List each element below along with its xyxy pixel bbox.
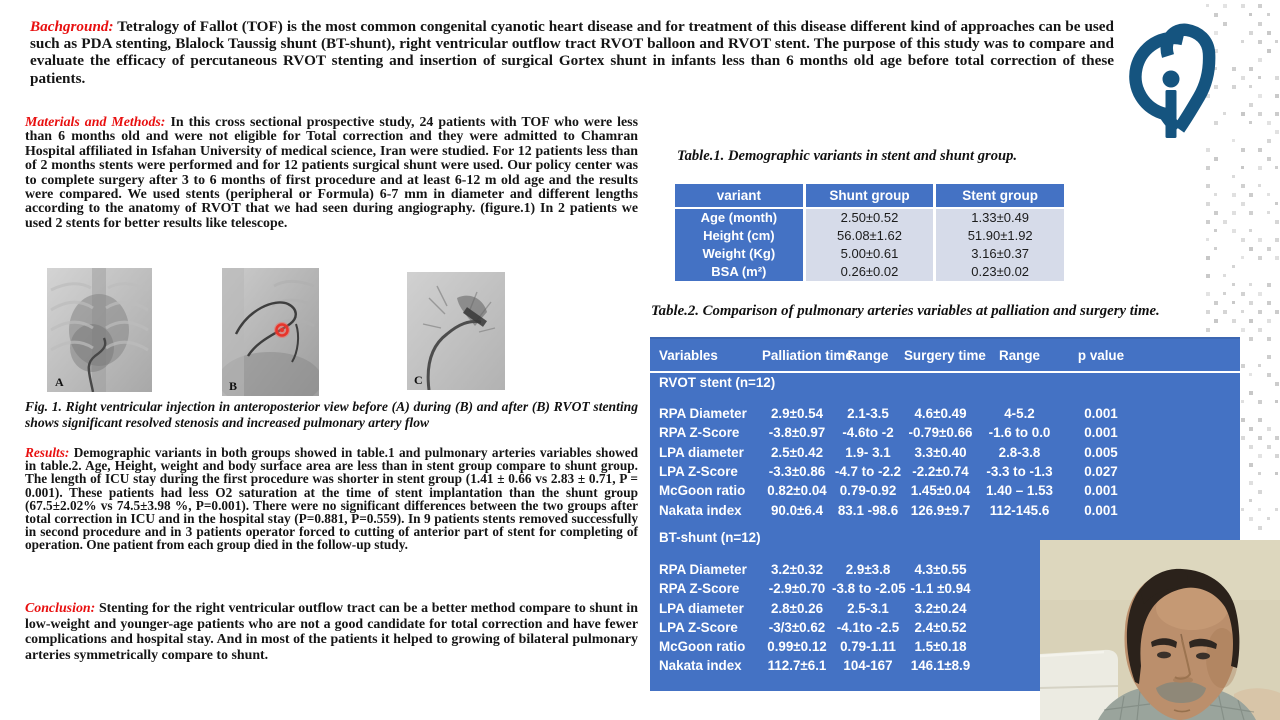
table1-header-cell: Shunt group <box>806 184 934 207</box>
decorative-dot <box>1241 148 1245 152</box>
decorative-dot <box>1258 364 1261 367</box>
decorative-dot <box>1206 148 1210 152</box>
table1-header-cell: variant <box>675 184 803 207</box>
decorative-dot <box>1249 319 1253 323</box>
decorative-dot <box>1275 382 1279 386</box>
table2-cell: LPA diameter <box>659 444 744 460</box>
decorative-dot <box>1232 193 1236 197</box>
table2-row <box>650 443 1240 462</box>
table2-header-cell: Surgery time <box>904 347 986 363</box>
table1-cell: 3.16±0.37 <box>971 246 1030 261</box>
decorative-dot <box>1258 526 1262 530</box>
table2-cell: -3.3 to -1.3 <box>986 464 1053 480</box>
decorative-dot <box>1232 175 1235 178</box>
decorative-dot <box>1258 436 1262 440</box>
decorative-dot <box>1241 508 1244 511</box>
table2-row <box>650 462 1240 481</box>
decorative-dot <box>1258 490 1262 494</box>
table1-cell: 0.26±0.02 <box>840 264 899 279</box>
table2-cell: 104-167 <box>843 658 893 674</box>
table2-cell: 2.8-3.8 <box>998 444 1041 460</box>
table2-cell: 83.1 -98.6 <box>837 502 899 518</box>
table2-row <box>650 404 1240 423</box>
table2-section-title: RVOT stent (n=12) <box>659 375 776 390</box>
decorative-dot <box>1267 247 1271 251</box>
decorative-dot <box>1275 94 1279 98</box>
decorative-dot <box>1214 229 1217 232</box>
decorative-dot <box>1241 112 1245 116</box>
decorative-dot <box>1241 184 1245 188</box>
decorative-dot <box>1267 49 1271 53</box>
background-heading: Bachground: <box>30 18 114 35</box>
decorative-dot <box>1223 22 1227 26</box>
table1-header-cell: Stent group <box>936 184 1064 207</box>
table2-cell: 4.3±0.55 <box>914 561 967 577</box>
decorative-dot <box>1267 193 1270 196</box>
decorative-dot <box>1267 139 1271 143</box>
table2-cell: 0.001 <box>1084 483 1118 499</box>
table2-cell: McGoon ratio <box>659 483 746 499</box>
table1-stent-column <box>936 184 1064 281</box>
table2-header-cell: Variables <box>659 347 718 363</box>
decorative-dot <box>1275 166 1278 169</box>
table1 <box>675 184 1064 281</box>
table2-header-cell: p value <box>1077 347 1125 363</box>
table2-cell: 0.79-0.92 <box>839 483 897 499</box>
decorative-dot <box>1258 328 1262 332</box>
decorative-dot <box>1267 337 1271 341</box>
table2-cell: 90.0±6.4 <box>770 502 824 518</box>
decorative-dot <box>1258 400 1262 404</box>
table2-row <box>650 481 1240 500</box>
table2-cell: -2.2±0.74 <box>912 464 969 480</box>
table2-header-cell: Range <box>999 347 1040 363</box>
decorative-dot <box>1223 310 1227 314</box>
decorative-dot <box>1206 328 1210 332</box>
background-text: Tetralogy of Fallot (TOF) is the most common congenital cyanotic heart disease and for treatment of this disease different kind of approaches can be used such as PDA stenting, Blalock Taussig shunt (BT-shunt), right ventricular outflow tract RVOT balloon and RVOT stent. The purpose of this study was to compare and evaluate the efficacy of percutaneous RVOT stenting and insertion of surgical Gortex shunt in infants less than 6 months old age before total correction of these patients. <box>30 18 1114 87</box>
table2-cell: -3.3±0.86 <box>768 464 826 480</box>
decorative-dot <box>1241 238 1245 242</box>
decorative-dot <box>1275 40 1278 43</box>
table2-cell: 2.9±0.54 <box>770 406 824 422</box>
decorative-dot <box>1249 13 1252 16</box>
conclusion-paragraph <box>25 601 638 663</box>
table2-cell: LPA Z-Score <box>659 464 738 480</box>
decorative-dot <box>1223 112 1226 115</box>
table2-cell: 2.9±3.8 <box>845 561 891 577</box>
table2-cell: 1.9- 3.1 <box>845 444 891 460</box>
table2-cell: Nakata index <box>659 658 742 674</box>
decorative-dot <box>1275 112 1279 116</box>
decorative-dot <box>1267 427 1271 431</box>
table1-cell: 51.90±1.92 <box>967 228 1033 243</box>
table2-cell: -1.6 to 0.0 <box>988 425 1051 441</box>
decorative-dot <box>1258 508 1261 511</box>
background-paragraph <box>30 18 1114 87</box>
decorative-dot <box>1258 184 1261 187</box>
table1-cell: 5.00±0.61 <box>840 246 899 261</box>
decorative-dot <box>1249 481 1253 485</box>
decorative-dot <box>1275 508 1278 511</box>
table2-cell: 2.4±0.52 <box>914 619 967 635</box>
decorative-dot <box>1214 319 1218 323</box>
presenter-webcam-video <box>1040 540 1280 720</box>
table2-header-cell: Range <box>847 347 889 363</box>
decorative-dot <box>1249 193 1253 197</box>
decorative-dot <box>1267 157 1271 161</box>
decorative-dot <box>1232 229 1236 233</box>
decorative-dot <box>1249 247 1253 251</box>
decorative-dot <box>1206 184 1210 188</box>
decorative-dot <box>1258 256 1262 260</box>
table2-header-cell: Palliation time <box>762 347 853 363</box>
conclusion-text: Stenting for the right ventricular outflow tract can be a better method compare to shunt in low-weight and younger-age patients who are not a good candidate for total correction and have fewer complications and hospital stay. And in most of the patients it helped to growing of bilateral pulmonary arteries symmetrically compare to shunt. <box>25 601 638 663</box>
decorative-dot <box>1241 292 1245 296</box>
decorative-dot <box>1275 436 1279 440</box>
decorative-dot <box>1249 85 1252 88</box>
table2-cell: 0.001 <box>1084 406 1118 422</box>
logo-i-stem <box>1166 90 1177 138</box>
table2-cell: -4.7 to -2.2 <box>834 464 902 480</box>
decorative-dot <box>1249 373 1252 376</box>
decorative-dot <box>1258 58 1262 62</box>
table2-cell: 146.1±8.9 <box>910 658 971 674</box>
logo-i-dot <box>1163 71 1180 88</box>
table2-cell: -2.9±0.70 <box>768 581 826 597</box>
table2-cell: 2.1-3.5 <box>847 406 889 422</box>
table1-variant-column <box>675 184 803 281</box>
table1-cell: BSA (m²) <box>711 264 767 279</box>
decorative-dot <box>1241 166 1244 169</box>
table2-row <box>650 500 1240 519</box>
table2-cell: 2.5-3.1 <box>847 600 889 616</box>
table2-cell: 0.99±0.12 <box>767 639 827 655</box>
decorative-dot <box>1214 13 1218 17</box>
decorative-dot <box>1223 220 1227 224</box>
table2-cell: RPA Z-Score <box>659 425 740 441</box>
table1-cell: Weight (Kg) <box>702 246 776 261</box>
results-text: Demographic variants in both groups showed in table.1 and pulmonary arteries variables showed in table.2. Age, Height, weight and body surface area are less than in stent group compare to shunt group. The length of ICU stay during the first procedure was shorter in stent group (1.41 ± 0.66 vs 2.83 ± 0.71, P = 0.001). These patients had less O2 saturation at the time of stent implantation than the shunt group (67.5±2.02% vs 74.5±3.98 %, P=0.001). There were no significant differences between the two groups after total correction in ICU and in the hospital stay (P=0.881, P=0.559). In 9 patients stents removed successfully in second procedure and in 3 patients operator forced to cutting of anterior part of stent for completing of operation. One patient from each group died in the follow-up study. <box>25 445 638 553</box>
decorative-dot <box>1249 391 1253 395</box>
angiogram-image-c <box>407 272 505 390</box>
decorative-dot <box>1267 319 1271 323</box>
decorative-dot <box>1267 355 1271 359</box>
table2-cell: RPA Diameter <box>659 406 747 422</box>
decorative-dot <box>1275 256 1279 260</box>
table2-cell: 112.7±6.1 <box>767 658 827 674</box>
methods-heading: Materials and Methods: <box>25 115 166 130</box>
table2-cell: RPA Diameter <box>659 561 747 577</box>
decorative-dot <box>1241 400 1244 403</box>
decorative-dot <box>1206 238 1209 241</box>
decorative-dot <box>1267 373 1271 377</box>
figure1-caption: Fig. 1. Right ventricular injection in anteroposterior view before (A) during (B) and after (B) RVOT stenting shows significant resolved stenosis and increased pulmonary artery flow <box>25 399 638 430</box>
table2-cell: -4.6to -2 <box>842 425 894 441</box>
decorative-dot <box>1249 121 1252 124</box>
decorative-dot <box>1241 328 1245 332</box>
decorative-dot <box>1275 454 1279 458</box>
decorative-dot <box>1249 229 1252 232</box>
decorative-dot <box>1258 22 1262 26</box>
figure-label-a: A <box>55 375 64 389</box>
table2-cell: LPA Z-Score <box>659 619 738 635</box>
decorative-dot <box>1223 4 1227 8</box>
decorative-dot <box>1214 301 1218 305</box>
decorative-dot <box>1206 256 1210 260</box>
figure-label-c: C <box>414 373 423 387</box>
decorative-dot <box>1258 418 1262 422</box>
decorative-dot <box>1275 310 1279 314</box>
decorative-dot <box>1241 418 1245 422</box>
results-paragraph <box>25 446 638 552</box>
decorative-dot <box>1275 400 1278 403</box>
decorative-dot <box>1241 436 1245 440</box>
decorative-dot <box>1206 202 1210 206</box>
conclusion-heading: Conclusion: <box>25 601 96 616</box>
table2-cell: 0.82±0.04 <box>767 483 827 499</box>
right-eye <box>1196 653 1210 660</box>
decorative-dot <box>1232 139 1235 142</box>
decorative-dot <box>1241 40 1244 43</box>
decorative-dot <box>1249 445 1253 449</box>
decorative-dot <box>1267 13 1270 16</box>
decorative-dot <box>1275 202 1278 205</box>
table2-cell: 4-5.2 <box>1004 406 1035 422</box>
table1-cell: 2.50±0.52 <box>840 210 899 225</box>
methods-paragraph <box>25 116 638 231</box>
table2-cell: 4.6±0.49 <box>914 406 967 422</box>
decorative-dot <box>1206 310 1210 314</box>
table2-cell: RPA Z-Score <box>659 581 740 597</box>
decorative-dot <box>1275 130 1279 134</box>
table2-cell: 0.001 <box>1084 425 1118 441</box>
decorative-dot <box>1223 292 1226 295</box>
methods-text: In this cross sectional prospective study, 24 patients with TOF who were less than 6 months old and were not eligible for Total correction and they were admitted to Chamran Hospital affiliated in Isfahan University of medical science, Iran were studied. For 12 patients less than of 2 months stents were performed and for 12 patients surgical shunt were used. Our policy center was to complete surgery after 3 to 6 months of first procedure and at least 6-12 m old age and the results were compared. We used stents (peripheral or Formula) 6-7 mm in diameter and different lengths according to the anatomy of RVOT that we had seen during angiography. (figure.1) In 2 patients we used 2 stents for better results like telescope. <box>25 115 638 231</box>
decorative-dot <box>1232 211 1236 215</box>
table2-cell: 112-145.6 <box>989 502 1050 518</box>
decorative-dot <box>1206 220 1210 224</box>
table2-cell: 0.027 <box>1084 464 1118 480</box>
decorative-dot <box>1267 121 1271 125</box>
table1-caption: Table.1. Demographic variants in stent and shunt group. <box>677 148 1018 164</box>
left-eye <box>1157 652 1171 659</box>
table2-cell: -4.1to -2.5 <box>836 619 900 635</box>
table2-cell: McGoon ratio <box>659 639 746 655</box>
table2-cell: 126.9±9.7 <box>910 502 971 518</box>
decorative-dot <box>1241 202 1245 206</box>
decorative-dot <box>1275 220 1279 224</box>
decorative-dot <box>1206 166 1210 170</box>
decorative-dot <box>1232 319 1236 323</box>
table2-cell: 1.5±0.18 <box>914 639 967 655</box>
decorative-dot <box>1214 247 1217 250</box>
decorative-dot <box>1258 148 1262 152</box>
decorative-dot <box>1275 472 1278 475</box>
decorative-dot <box>1267 31 1271 35</box>
decorative-dot <box>1258 238 1262 242</box>
decorative-dot <box>1249 301 1253 305</box>
decorative-dot <box>1267 283 1271 287</box>
decorative-dot <box>1267 445 1271 449</box>
decorative-dot <box>1249 499 1252 502</box>
table1-shunt-column <box>806 184 934 281</box>
table1-cell: 56.08±1.62 <box>837 228 902 243</box>
angiogram-image-b <box>222 268 319 396</box>
decorative-dot <box>1241 4 1245 8</box>
decorative-dot <box>1249 283 1252 286</box>
decorative-dot <box>1232 283 1235 286</box>
decorative-dot <box>1249 337 1253 341</box>
table2-cell: 1.45±0.04 <box>910 483 971 499</box>
heart-institute-logo-icon <box>1122 22 1222 140</box>
decorative-dot <box>1258 112 1262 116</box>
decorative-dot <box>1206 4 1209 7</box>
figure-label-b: B <box>229 379 238 393</box>
table2-cell: -3.8 to -2.05 <box>832 581 906 597</box>
decorative-dot <box>1249 103 1253 107</box>
table2-cell: 0.001 <box>1084 502 1118 518</box>
table2-cell: -0.79±0.66 <box>908 425 973 441</box>
decorative-dot <box>1258 166 1262 170</box>
table2-row <box>650 423 1240 442</box>
decorative-dot <box>1275 76 1279 80</box>
table2-cell: 0.005 <box>1084 444 1118 460</box>
table2-cell: -3/3±0.62 <box>768 619 826 635</box>
table1-cell: Age (month) <box>700 210 778 225</box>
decorative-dot <box>1206 274 1210 278</box>
results-heading: Results: <box>25 445 70 460</box>
decorative-dot <box>1258 4 1262 8</box>
table2-cell: 2.8±0.26 <box>770 600 824 616</box>
table1-cell: 1.33±0.49 <box>971 210 1030 225</box>
decorative-dot <box>1275 238 1279 242</box>
decorative-dot <box>1232 85 1236 89</box>
table2-header-row <box>650 339 1240 373</box>
decorative-dot <box>1241 310 1244 313</box>
table2-cell: 3.2±0.24 <box>914 600 967 616</box>
table2-cell: 0.79-1.11 <box>840 639 896 655</box>
decorative-dot <box>1232 67 1236 71</box>
decorative-dot <box>1249 463 1253 467</box>
laser-pointer-dot <box>274 322 290 338</box>
table2-cell: 3.2±0.32 <box>770 561 824 577</box>
angiogram-image-a <box>47 268 152 392</box>
decorative-dot <box>1267 211 1270 214</box>
decorative-dot <box>1232 301 1235 304</box>
decorative-dot <box>1267 517 1270 520</box>
decorative-dot <box>1232 265 1235 268</box>
decorative-dot <box>1241 364 1245 368</box>
table2-cell: 3.3±0.40 <box>914 444 967 460</box>
decorative-dot <box>1258 310 1262 314</box>
decorative-dot <box>1267 301 1271 305</box>
decorative-dot <box>1206 292 1210 296</box>
decorative-dot <box>1249 67 1253 71</box>
decorative-dot <box>1214 157 1218 161</box>
decorative-dot <box>1249 31 1253 35</box>
decorative-dot <box>1258 40 1262 44</box>
decorative-dot <box>1249 211 1253 215</box>
table2-cell: Nakata index <box>659 502 742 518</box>
decorative-dot <box>1223 274 1226 277</box>
decorative-dot <box>1214 211 1218 215</box>
decorative-dot <box>1258 292 1262 296</box>
decorative-dot <box>1258 454 1262 458</box>
decorative-dot <box>1241 256 1244 259</box>
decorative-dot <box>1249 517 1253 521</box>
table2-cell: 2.5±0.42 <box>770 444 824 460</box>
decorative-dot <box>1241 76 1245 80</box>
table1-cell: 0.23±0.02 <box>971 264 1030 279</box>
table2-section-title: BT-shunt (n=12) <box>659 529 761 545</box>
decorative-dot <box>1258 94 1262 98</box>
table2-caption: Table.2. Comparison of pulmonary arteries variables at palliation and surgery time. <box>651 303 1160 319</box>
decorative-dot <box>1258 472 1261 475</box>
decorative-dot <box>1258 76 1261 79</box>
table2-cell: -3.8±0.97 <box>768 425 826 441</box>
table2-cell: 1.40 – 1.53 <box>985 483 1053 499</box>
decorative-dot <box>1249 427 1253 431</box>
table2-cell: -1.1 ±0.94 <box>910 581 971 597</box>
decorative-dot <box>1214 193 1217 196</box>
table1-cell: Height (cm) <box>703 228 775 243</box>
table2-cell: LPA diameter <box>659 600 744 616</box>
